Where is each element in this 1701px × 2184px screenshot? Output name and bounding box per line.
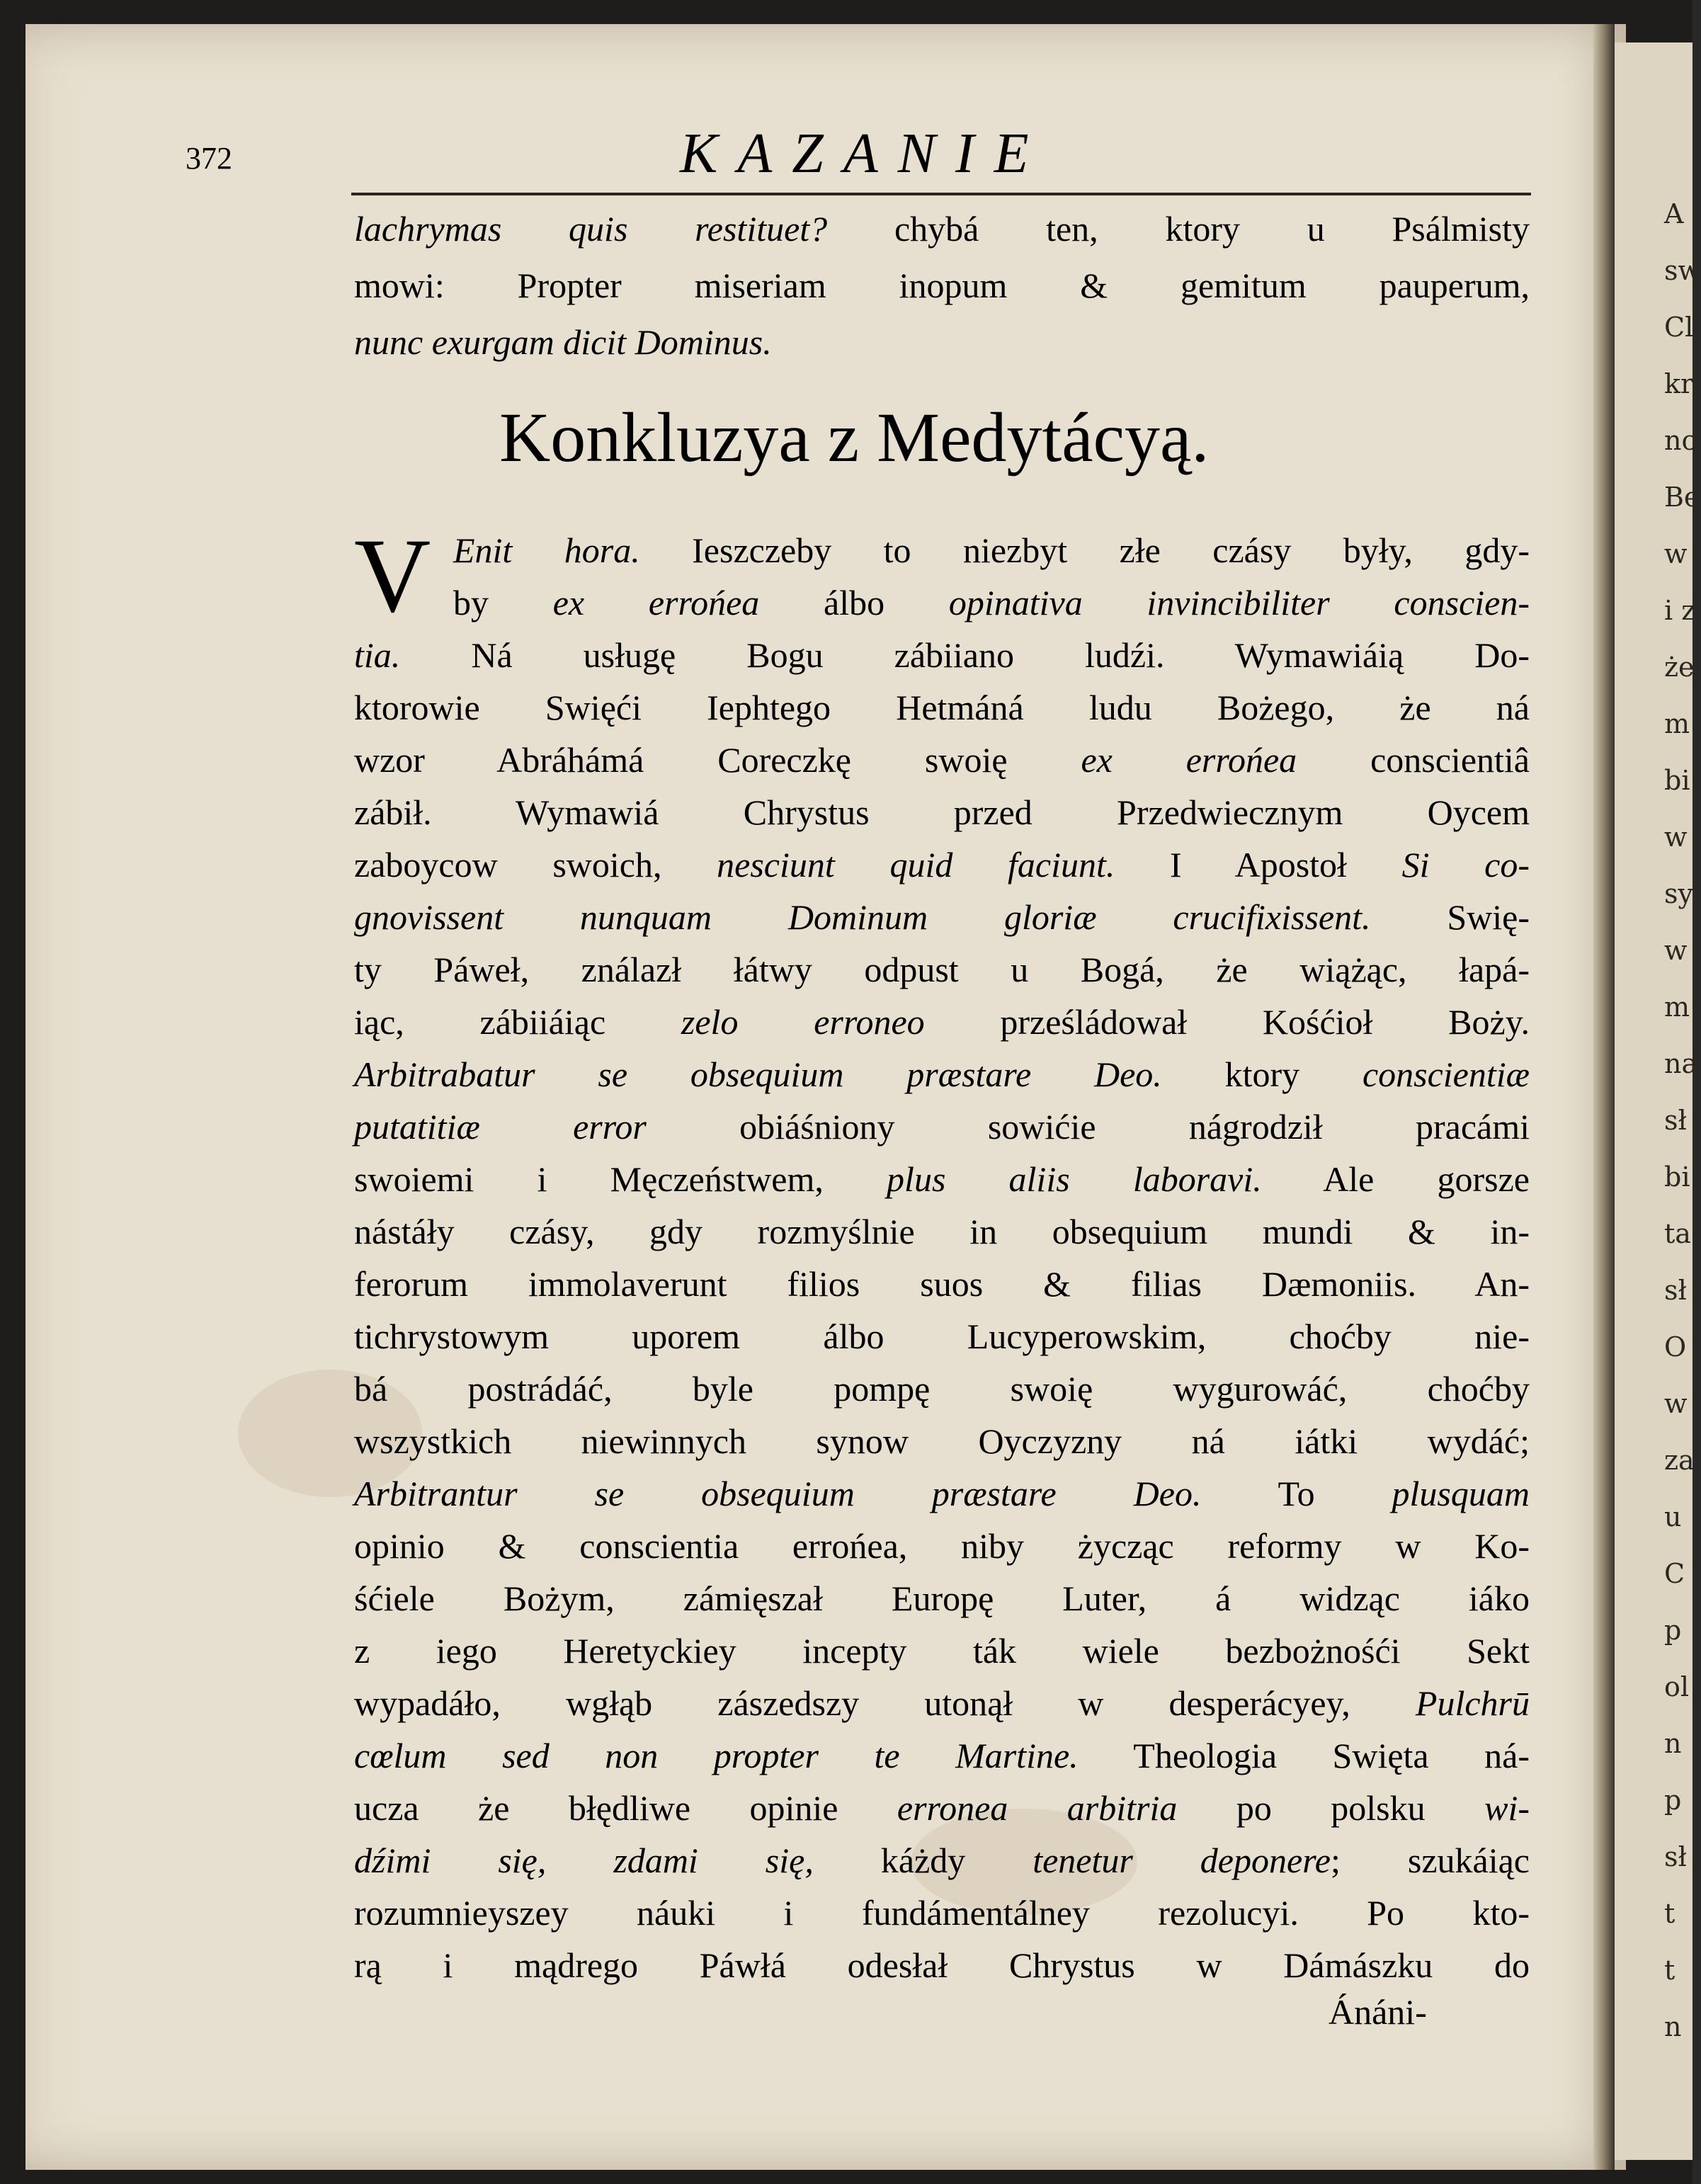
facing-page-fragment: kr (1664, 368, 1694, 399)
text-line: mowi: Propter miseriam inopum & gemitum pauperum, (354, 266, 1530, 305)
header-rule (351, 193, 1531, 195)
facing-page-fragment: u (1664, 1501, 1682, 1532)
facing-page-fragment: bi (1664, 765, 1690, 796)
facing-page-fragment: sł (1664, 1841, 1687, 1872)
text-line: cœlum sed non propter te Martine. Theologia Swięta ná- (354, 1736, 1530, 1775)
facing-page-fragment: w (1664, 1388, 1688, 1419)
facing-page-fragment: ol (1664, 1671, 1690, 1702)
facing-page-fragment: t (1664, 1898, 1676, 1929)
text-line: wypadáło, wgłąb zászedszy utonął w desperácyey, Pulchrū (354, 1683, 1530, 1723)
facing-page-fragment: sł (1664, 1275, 1687, 1306)
facing-page-fragment: m (1664, 991, 1690, 1023)
facing-page-fragment: Cl (1664, 312, 1694, 343)
text-line: rą i mądrego Páwłá odesłał Chrystus w Dámászku do (354, 1945, 1530, 1985)
facing-page-fragment: w (1664, 821, 1688, 853)
facing-page-fragment: w (1664, 935, 1688, 966)
facing-page-edge (1615, 42, 1701, 2160)
text-line: lachrymas quis restituet? chybá ten, ktory u Psálmisty (354, 209, 1530, 249)
facing-page-fragment: A (1664, 198, 1684, 229)
book-gutter (1593, 24, 1615, 2170)
text-line: gnovissent nunquam Dominum gloriæ crucifixissent. Swię- (354, 897, 1530, 937)
facing-page-fragment: p (1664, 1615, 1682, 1646)
catchword: Ánáni- (1329, 1992, 1427, 2032)
facing-page-fragment: za (1664, 1445, 1695, 1476)
text-line: nunc exurgam dicit Dominus. (354, 322, 772, 362)
text-line: ktorowie Swięći Iephtego Hetmáná ludu Bożego, że ná (354, 688, 1530, 727)
text-line: nástáły czásy, gdy rozmyślnie in obsequium mundi & in- (354, 1212, 1530, 1251)
page-number: 372 (186, 141, 232, 176)
text-line: zaboycow swoich, nesciunt quid faciunt. I Apostoł Si co- (354, 845, 1530, 885)
facing-page-fragment: sł (1664, 1105, 1687, 1136)
facing-page-fragment: w (1664, 538, 1688, 569)
text-line: z iego Heretyckiey incepty ták wiele bezbożnośći Sekt (354, 1631, 1530, 1671)
facing-page-fragment: i z (1664, 595, 1696, 626)
section-heading: Konkluzya z Medytácyą. (499, 398, 1210, 477)
text-line: tichrystowym uporem álbo Lucyperowskim, choćby nie- (354, 1316, 1530, 1356)
facing-page-fragment: na (1664, 1048, 1698, 1079)
text-line: tia. Ná usługę Bogu zábiiano ludźi. Wymawiáią Do- (354, 635, 1530, 675)
facing-page-fragment: nc (1664, 425, 1697, 456)
facing-page-fragment: p (1664, 1785, 1682, 1816)
text-line: Arbitrabatur se obsequium præstare Deo. ktory conscientiæ (354, 1054, 1530, 1094)
text-line: wzor Abráhámá Coreczkę swoię ex errońea conscientiâ (354, 740, 1530, 780)
text-line: zábił. Wymawiá Chrystus przed Przedwiecznym Oycem (354, 792, 1530, 832)
running-title: KAZANIE (680, 123, 1049, 185)
facing-page-fragment: sy (1664, 878, 1693, 909)
text-line: Arbitrantur se obsequium præstare Deo. To plusquam (354, 1474, 1530, 1513)
facing-page-fragment: O (1664, 1331, 1687, 1363)
text-line: ucza że błędliwe opinie erronea arbitria po polsku wi- (354, 1788, 1530, 1828)
facing-page-fragment: C (1664, 1558, 1685, 1589)
text-line: ferorum immolaverunt filios suos & filias Dæmoniis. An- (354, 1264, 1530, 1304)
text-line: rozumnieyszey náuki i fundámentálney rezolucyi. Po kto- (354, 1893, 1530, 1933)
facing-page-fragment: Be (1664, 482, 1700, 513)
drop-cap: V (354, 517, 431, 635)
text-line: opinio & conscientia errońea, niby życząc reformy w Ko- (354, 1526, 1530, 1566)
text-line: wszystkich niewinnych synow Oyczyzny ná iátki wydáć; (354, 1421, 1530, 1461)
text-line: swoiemi i Męczeństwem, plus aliis laboravi. Ale gorsze (354, 1159, 1530, 1199)
facing-page-fragment: n (1664, 1728, 1682, 1759)
facing-page-fragment: bi (1664, 1161, 1690, 1193)
facing-page-fragment: ta (1664, 1218, 1691, 1249)
facing-page-fragment: t (1664, 1955, 1676, 1986)
text-line: putatitiæ error obiáśniony sowićie nágrodził pracámi (354, 1107, 1530, 1147)
text-line: Enit hora. Ieszczeby to niezbyt złe czásy były, gdy- (453, 530, 1530, 570)
facing-page-fragment: że (1664, 652, 1695, 683)
text-line: śćiele Bożym, zámięszał Europę Luter, á widząc iáko (354, 1579, 1530, 1618)
facing-page-fragment: m (1664, 708, 1690, 739)
text-line: iąc, zábiiáiąc zelo erroneo prześládował Kośćioł Boży. (354, 1002, 1530, 1042)
text-line: by ex errońea álbo opinativa invincibiliter conscien- (453, 583, 1530, 622)
facing-page-fragment: sw (1664, 255, 1701, 286)
text-line: dźimi się, zdami się, káżdy tenetur deponere; szukáiąc (354, 1841, 1530, 1880)
text-line: ty Páweł, ználazł łátwy odpust u Bogá, że wiążąc, łapá- (354, 950, 1530, 989)
facing-page-fragment: n (1664, 2011, 1682, 2042)
text-line: bá postrádáć, byle pompę swoię wygurowáć, choćby (354, 1369, 1530, 1409)
